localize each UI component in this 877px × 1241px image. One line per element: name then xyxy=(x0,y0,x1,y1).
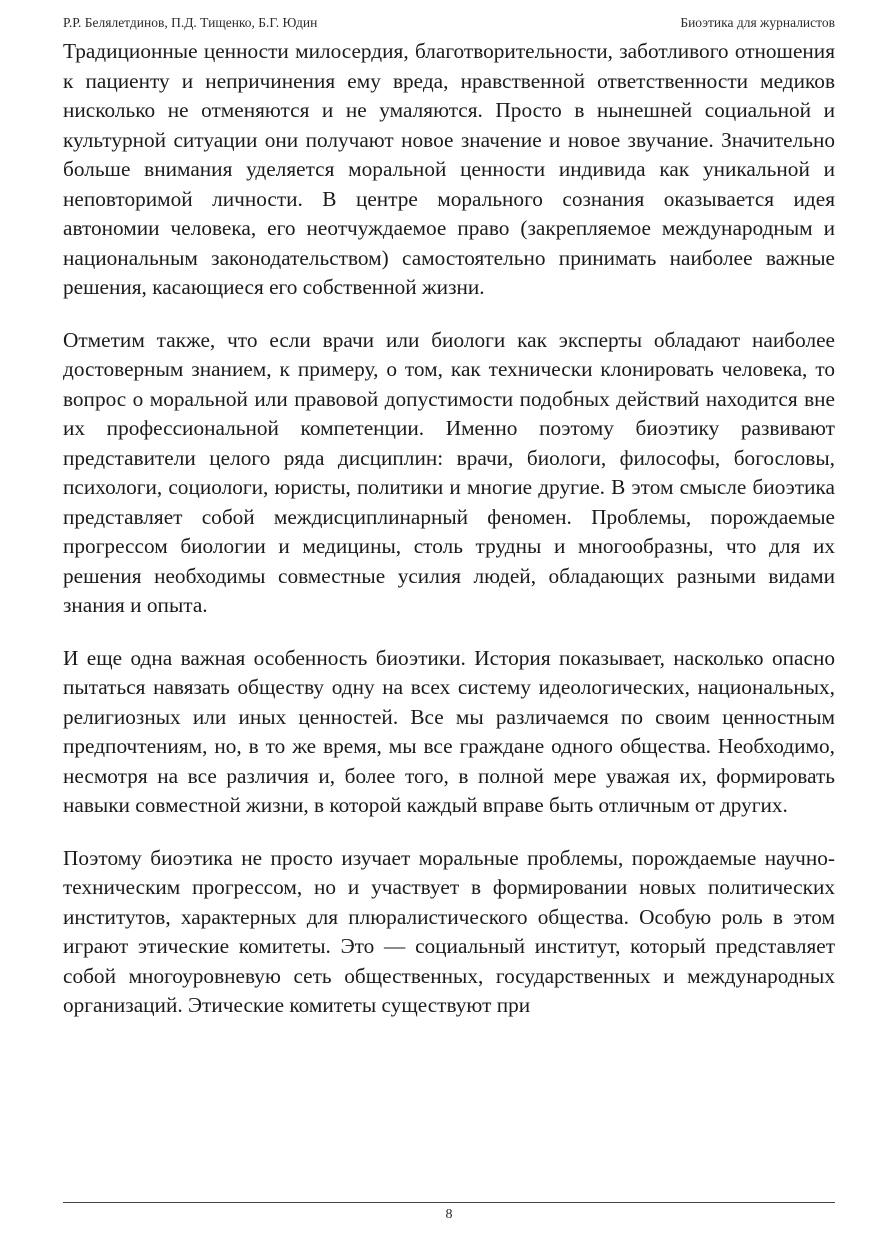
paragraph-1: Традиционные ценности милосердия, благотворительности, заботливого отношения к пациенту и непричинения ему вреда, нравственной ответственности медиков нисколько не отменяются и не умаляются. Просто в нынешней социальной и культурной ситуации они получают новое значение и новое звучание. Значительно больше внимания уделяется моральной ценности индивида как уникальной и неповторимой личности. В центре морального сознания оказывается идея автономии человека, его неотчуждаемое право (закрепляемое международным и национальным законодательством) самостоятельно принимать наиболее важные решения, касающиеся его собственной жизни. xyxy=(63,39,835,299)
body-text xyxy=(63,37,835,1044)
running-header xyxy=(63,13,835,33)
footer-divider xyxy=(63,1202,835,1203)
paragraph-2: Отметим также, что если врачи или биологи как эксперты обладают наиболее достоверным знанием, к примеру, о том, как технически клонировать человека, то вопрос о моральной или правовой допустимости подобных действий находится вне их профессиональной компетенции. Именно поэтому биоэтику развивают представители целого ряда дисциплин: врачи, биологи, философы, богословы, психологи, социологи, юристы, политики и многие другие. В этом смысле биоэтика представляет собой междисциплинарный феномен. Проблемы, порождаемые прогрессом биологии и медицины, столь трудны и многообразны, что для их решения необходимы совместные усилия людей, обладающих разными видами знания и опыта. xyxy=(63,327,835,617)
paragraph-4: Поэтому биоэтика не просто изучает моральные проблемы, порождаемые научно-техническим прогрессом, но и участвует в формировании новых политических институтов, характерных для плюралистического общества. Особую роль в этом играют этические комитеты. Это — социальный институт, который представляет собой многоуровневую сеть общественных, государственных и международных организаций. Этические комитеты существуют при xyxy=(63,845,835,1017)
header-authors: Р.Р. Белялетдинов, П.Д. Тищенко, Б.Г. Юдин xyxy=(63,15,318,30)
page-number: 8 xyxy=(445,1207,453,1222)
paragraph-3: И еще одна важная особенность биоэтики. История показывает, насколько опасно пытаться навязать обществу одну на всех систему идеологических, национальных, религиозных или иных ценностей. Все мы различаемся по своим ценностным предпочтениям, но, в то же время, мы все граждане одного общества. Необходимо, несмотря на все различия и, более того, в полной мере уважая их, формировать навыки совместной жизни, в которой каждый вправе быть отличным от других. xyxy=(63,645,835,817)
header-book-title: Биоэтика для журналистов xyxy=(680,15,835,30)
